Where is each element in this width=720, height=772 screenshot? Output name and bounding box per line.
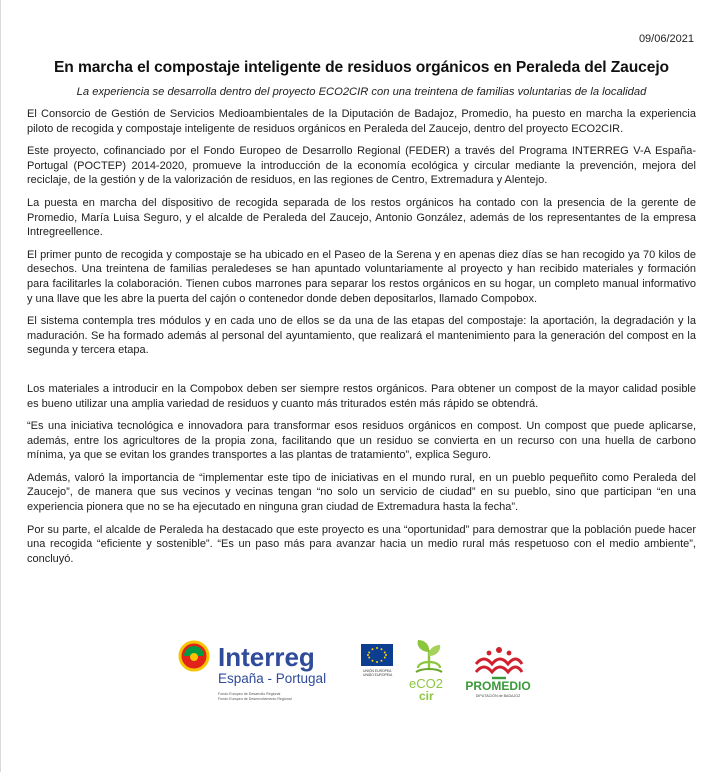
eu-label-es: UNIÓN EUROPEA xyxy=(363,669,392,673)
interreg-logo xyxy=(178,640,356,706)
interreg-name: Interreg xyxy=(218,642,315,672)
paragraph: El primer punto de recogida y compostaje se ha ubicado en el Paseo de la Serena y en apenas diez días se han recogido ya 70 kilos de desechos. Una treintena de familias peraledeses se han apuntado voluntariamente al proyecto y han recibido materiales y formación para facilitarles la colaboración. Tienen cubos marrones para separar los restos orgánicos en su hogar, un completo manual informativo y una llave que les abre la puerta del cajón o contenedor donde deben depositarlos, llamado Compobox. xyxy=(27,248,696,305)
article-body xyxy=(27,107,696,566)
paragraph: Por su parte, el alcalde de Peraleda ha destacado que este proyecto es una “oportunidad” para demostrar que la población puede hacer una recogida “eficiente y sostenible”. “Es un paso más para avanzar hacia un medio rural más respetuoso con el medio ambiente”, concluyó. xyxy=(27,523,696,565)
paragraph: Los materiales a introducir en la Compobox deben ser siempre restos orgánicos. Para obtener un compost de la mayor calidad posible es bueno utilizar una amplia variedad de residuos y cuanto más triturados estén más rápido se obtendrá. xyxy=(27,382,696,410)
eu-label-pt: UNIÃO EUROPEIA xyxy=(363,673,393,677)
interreg-fund-pt: Fundo Europeu de Desenvolvimento Regional xyxy=(218,697,292,701)
eco2cir-suffix: cir xyxy=(419,689,434,702)
promedio-logo xyxy=(462,634,534,700)
interreg-region: España - Portugal xyxy=(218,671,327,686)
article-subtitle: La experiencia se desarrolla dentro del proyecto ECO2CIR con una treintena de familias voluntarias de la localidad xyxy=(76,86,647,98)
eco2cir-logo xyxy=(406,638,452,702)
paragraph: El sistema contempla tres módulos y en cada uno de ellos se da una de las etapas del compostaje: la aportación, la degradación y la maduración. Se ha formado además al personal del ayuntamiento, que realizará el mantenimiento para la generación del compost en la segunda y tercera etapa. xyxy=(27,315,696,357)
paragraph: El Consorcio de Gestión de Servicios Medioambientales de la Diputación de Badajoz, Promedio, ha puesto en marcha la experiencia piloto de recogida y compostaje inteligente de residuos orgánicos en Peraleda del Zaucejo, dentro del proyecto ECO2CIR. xyxy=(27,108,696,135)
sprout-icon xyxy=(416,640,442,672)
paragraph: “Es una iniciativa tecnológica e innovadora para transformar esos residuos orgánicos en compost. Un compost que puede aplicarse, además, entre los agricultores de la propia zona, facilitando que un residuo se convierta en un recurso con una huella de carbono mínima, ya que se evitan los grandes transportes a las plantas de tratamiento”, explica Seguro. xyxy=(27,420,696,462)
promedio-name: PROMEDIO xyxy=(465,679,531,693)
paragraph: Además, valoró la importancia de “implementar este tipo de iniciativas en el mundo rural, en un pueblo pequeñito como Peraleda del Zaucejo”, de manera que sus vecinos y vecinas tengan “no solo un servicio de ciudad” en su pueblo, sino que participan “en una experiencia pionera que no se ha ejecutado en ninguna gran ciudad de Extremadura hasta la fecha”. xyxy=(27,471,696,514)
eco2cir-name: eCO2 xyxy=(409,676,443,691)
paragraph: Este proyecto, cofinanciado por el Fondo Europeo de Desarrollo Regional (FEDER) a través del Programa INTERREG V-A España-Portugal (POCTEP) 2014-2020, promueve la introducción de la economía ecológica y circular mediante la prevención, mejora del reciclaje, de la gestión y de la valorización de residuos, en las regiones de Centro, Extremadura y Alentejo. xyxy=(27,145,696,187)
paragraph: La puesta en marcha del dispositivo de recogida separada de los restos orgánicos ha contado con la presencia de la gerente de Promedio, María Luisa Seguro, y el alcalde de Peraleda del Zaucejo, Antonio González, además de los representantes de la empresa Intregreellence. xyxy=(27,196,696,239)
publication-date: 09/06/2021 xyxy=(638,33,694,45)
article-title: En marcha el compostaje inteligente de residuos orgánicos en Peraleda del Zaucejo xyxy=(54,59,669,76)
interreg-fund-es: Fondo Europeo de Desarrollo Regional xyxy=(218,692,281,696)
promedio-subtitle: DIPUTACIÓN de BADAJOZ xyxy=(475,694,521,698)
sponsor-logos xyxy=(0,640,720,710)
eu-flag-logo xyxy=(361,644,393,678)
interreg-emblem-icon xyxy=(180,642,208,670)
promedio-emblem-icon xyxy=(476,647,522,678)
